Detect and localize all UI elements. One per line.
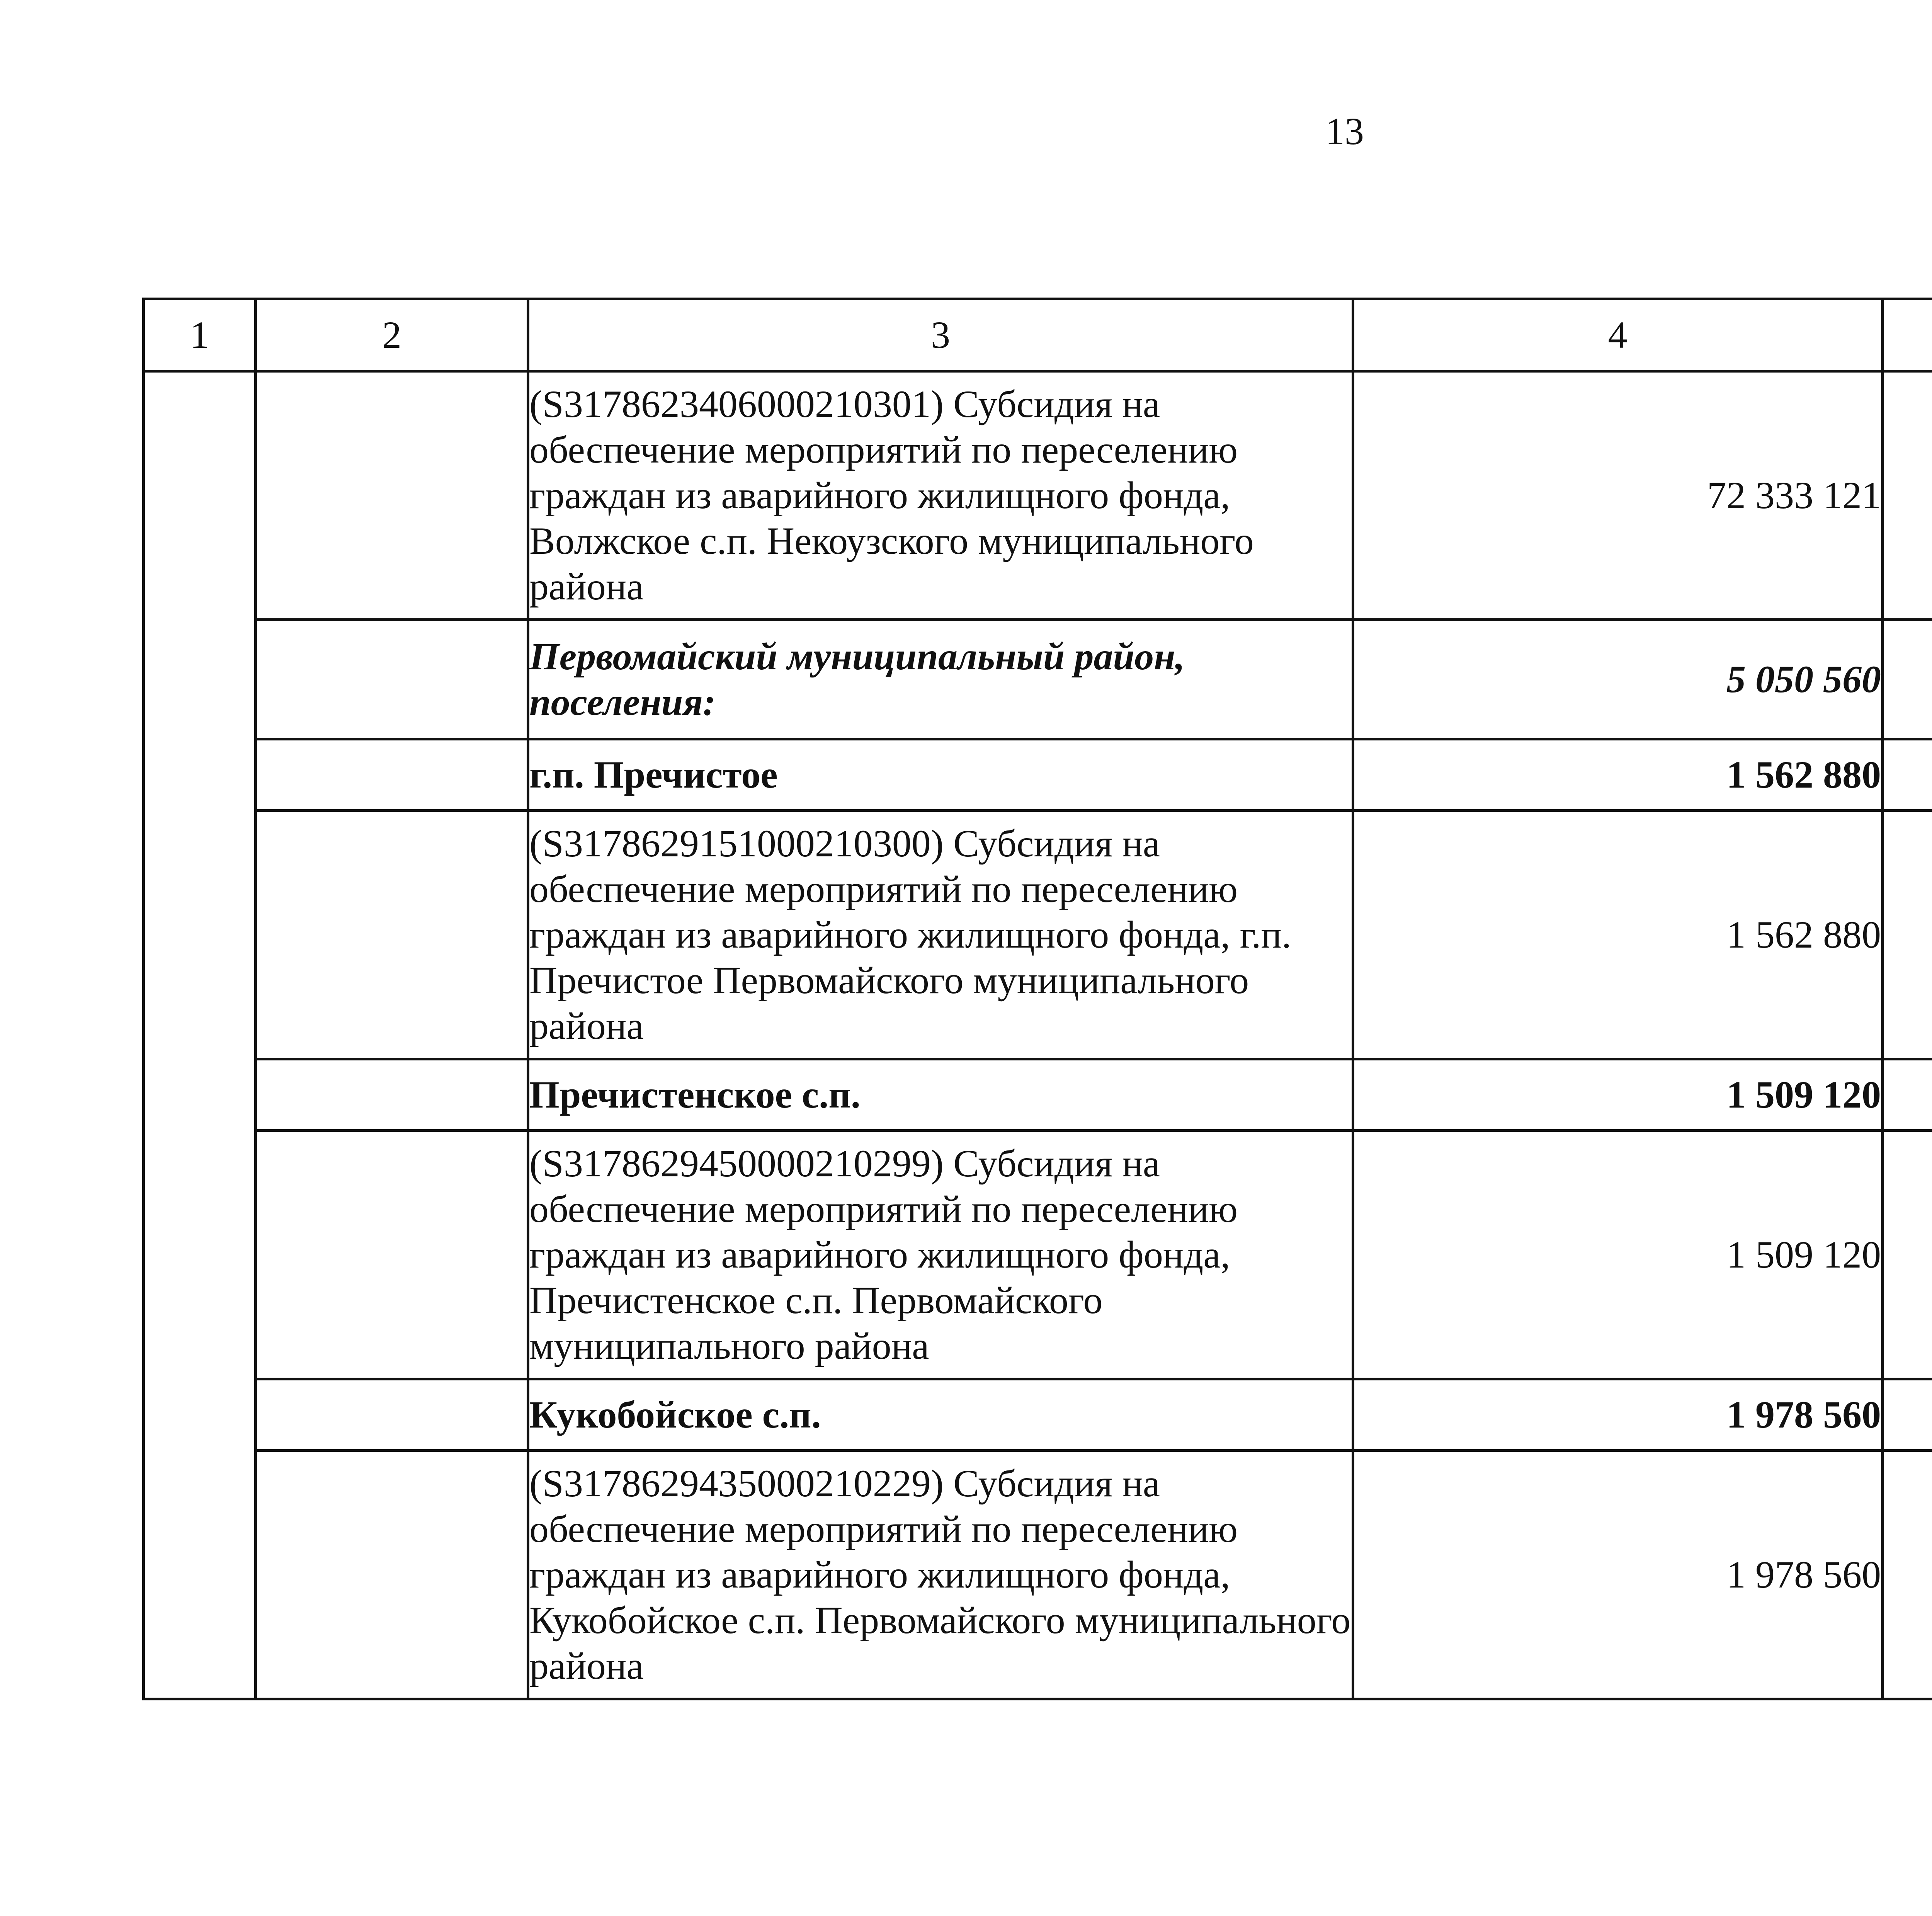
table-row [144,620,1932,739]
row-description: Пречистенское с.п. [528,1059,1353,1131]
amount-col-5 [1883,739,1932,811]
code-cell [256,620,528,739]
row-description: (S3178629450000210299) Субсидия на обеспечение мероприятий по переселению граждан из аварийного жилищного фонда, Пречистенское с.п. Первомайского муниципального района [528,1131,1353,1379]
amount-col-4: 1 509 120 [1353,1131,1883,1379]
column-header: 3 [528,299,1353,371]
table-row [144,1131,1932,1379]
amount-col-5 [1883,1379,1932,1451]
column-header: 2 [256,299,528,371]
code-cell [256,1379,528,1451]
row-number-cell [144,371,256,1699]
row-description: (S3178629435000210229) Субсидия на обеспечение мероприятий по переселению граждан из аварийного жилищного фонда, Кукобойское с.п. Первомайского муниципального района [528,1451,1353,1699]
row-description: г.п. Пречистое [528,739,1353,811]
amount-col-5 [1883,1451,1932,1699]
row-description: (S3178623406000210301) Субсидия на обеспечение мероприятий по переселению граждан из аварийного жилищного фонда, Волжское с.п. Некоузского муниципального района [528,371,1353,620]
table-row [144,1379,1932,1451]
table-row [144,1059,1932,1131]
code-cell [256,1059,528,1131]
row-description: (S3178629151000210300) Субсидия на обеспечение мероприятий по переселению граждан из аварийного жилищного фонда, г.п. Пречистое Первомайского муниципального района [528,811,1353,1059]
amount-col-4: 1 978 560 [1353,1451,1883,1699]
amount-col-5 [1883,620,1932,739]
code-cell [256,811,528,1059]
code-cell [256,1451,528,1699]
code-cell [256,1131,528,1379]
amount-col-5 [1883,1131,1932,1379]
row-description: Первомайский муниципальный район, поселения: [528,620,1353,739]
page-number: 13 [1325,110,1364,153]
column-header: 4 [1353,299,1883,371]
table-row [144,1451,1932,1699]
amount-col-4: 1 978 560 [1353,1379,1883,1451]
amount-col-4: 1 562 880 [1353,811,1883,1059]
amount-col-5 [1883,371,1932,620]
table-header-row [144,299,1932,371]
amount-col-4: 72 333 121 [1353,371,1883,620]
amount-col-4: 1 562 880 [1353,739,1883,811]
amount-col-4: 1 509 120 [1353,1059,1883,1131]
amount-col-4: 5 050 560 [1353,620,1883,739]
amount-col-5 [1883,1059,1932,1131]
column-header: 1 [144,299,256,371]
table-row [144,371,1932,620]
budget-table [142,298,1932,1700]
amount-col-5 [1883,811,1932,1059]
table-row [144,739,1932,811]
table-row [144,811,1932,1059]
row-description: Кукобойское с.п. [528,1379,1353,1451]
column-header [1883,299,1932,371]
code-cell [256,739,528,811]
code-cell [256,371,528,620]
